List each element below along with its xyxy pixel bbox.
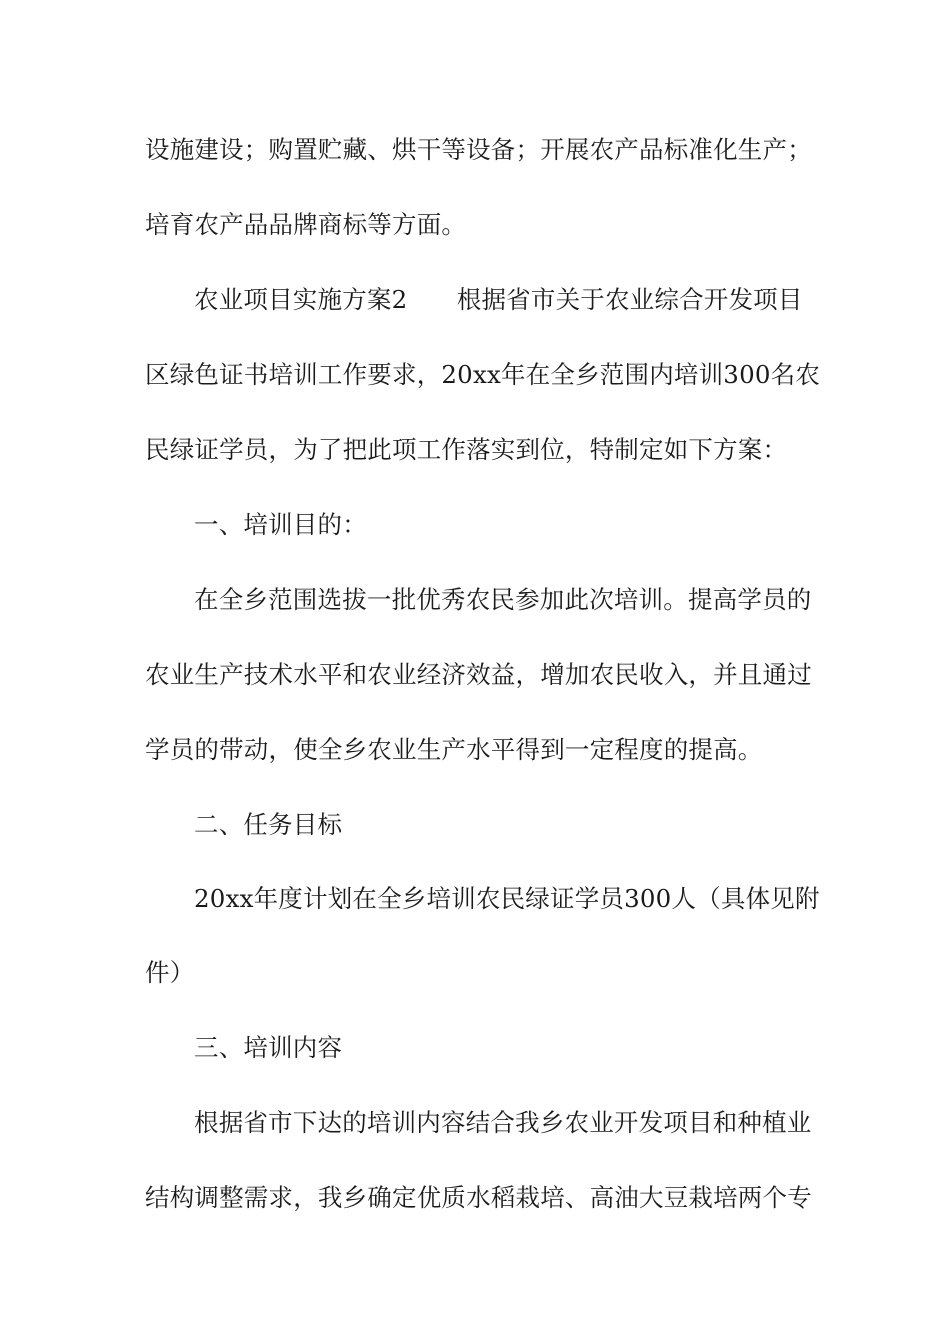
- text-line: 20xx年度计划在全乡培训农民绿证学员300人（具体见附: [194, 884, 820, 913]
- text-line: 民绿证学员，为了把此项工作落实到位，特制定如下方案：: [145, 435, 788, 464]
- text-line: 设施建设；购置贮藏、烘干等设备；开展农产品标准化生产；: [145, 135, 812, 164]
- section-heading: 农业项目实施方案2 根据省市关于农业综合开发项目: [194, 285, 803, 314]
- section-heading: 二、任务目标: [194, 810, 343, 839]
- text-line: 在全乡范围选拔一批优秀农民参加此次培训。提高学员的: [194, 585, 812, 614]
- section-heading: 一、培训目的：: [194, 510, 367, 539]
- section-heading: 三、培训内容: [194, 1033, 343, 1062]
- text-line: 件）: [145, 958, 195, 987]
- text-line: 根据省市下达的培训内容结合我乡农业开发项目和种植业: [194, 1108, 812, 1137]
- text-line: 培育农产品品牌商标等方面。: [145, 210, 467, 239]
- text-line: 结构调整需求，我乡确定优质水稻栽培、高油大豆栽培两个专: [145, 1183, 812, 1212]
- text-line: 学员的带动，使全乡农业生产水平得到一定程度的提高。: [145, 735, 763, 764]
- text-line: 区绿色证书培训工作要求，20xx年在全乡范围内培训300名农: [145, 360, 821, 389]
- text-line: 农业生产技术水平和农业经济效益，增加农民收入，并且通过: [145, 660, 812, 689]
